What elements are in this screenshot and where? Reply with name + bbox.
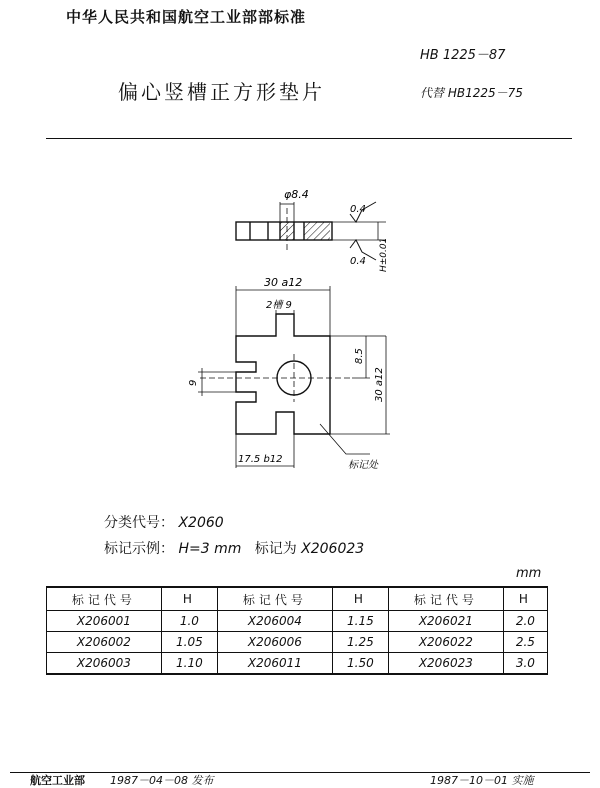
- table-cell: 1.15: [332, 611, 388, 632]
- slot-note: 2槽 9: [266, 300, 292, 311]
- marking-example-line: [104, 538, 364, 558]
- table-cell: X206004: [217, 611, 332, 632]
- example-value: H=3 mm: [178, 541, 242, 557]
- thickness-label: H±0.01: [379, 237, 389, 272]
- footer-issue-date: 1987－04－08 发布: [110, 774, 214, 787]
- table-cell: X206001: [47, 611, 162, 632]
- footer-issuer: 航空工业部: [30, 774, 85, 787]
- table-cell: X206002: [47, 632, 162, 653]
- classification-label: 分类代号：: [104, 515, 174, 531]
- page-title: 偏心竖槽正方形垫片: [118, 80, 325, 104]
- front-view: [198, 286, 390, 468]
- example-mark-label: 标记为: [254, 541, 297, 557]
- col-header: 标记代号: [217, 587, 332, 611]
- width-label: 30 a12: [264, 276, 303, 289]
- marking-table: [46, 586, 548, 675]
- table-cell: 2.0: [503, 611, 547, 632]
- offset-label: 8.5: [354, 348, 365, 364]
- example-label: 标记示例：: [104, 541, 174, 557]
- table-cell: 1.25: [332, 632, 388, 653]
- table-cell: X206021: [388, 611, 503, 632]
- table-cell: 1.50: [332, 653, 388, 675]
- table-cell: 1.05: [161, 632, 217, 653]
- table-cell: 1.0: [161, 611, 217, 632]
- col-header: 标记代号: [388, 587, 503, 611]
- header-divider: [46, 138, 572, 139]
- footer-implementation-date: 1987－10－01 实施: [430, 774, 534, 787]
- standard-code: HB 1225－87: [420, 48, 506, 63]
- marking-callout: 标记处: [348, 460, 378, 471]
- table-cell: X206011: [217, 653, 332, 675]
- col-header: H: [503, 587, 547, 611]
- table-cell: X206023: [388, 653, 503, 675]
- technical-drawing: [170, 178, 430, 478]
- roughness-bottom-label: 0.4: [350, 256, 366, 267]
- replaces-standard: 代替 HB1225－75: [420, 86, 523, 100]
- slot-width-label: 9: [188, 379, 199, 386]
- header-organization: 中华人民共和国航空工业部部标准: [66, 8, 307, 26]
- hole-diameter-label: φ8.4: [284, 188, 309, 201]
- col-header: H: [332, 587, 388, 611]
- table-row: [47, 632, 548, 653]
- height-label: 30 a12: [374, 367, 385, 402]
- roughness-top-label: 0.4: [350, 204, 366, 215]
- classification-line: [104, 512, 224, 532]
- table-cell: X206006: [217, 632, 332, 653]
- table-cell: 2.5: [503, 632, 547, 653]
- table-cell: X206003: [47, 653, 162, 675]
- table-unit: mm: [516, 566, 542, 581]
- table-cell: X206022: [388, 632, 503, 653]
- table-cell: 3.0: [503, 653, 547, 675]
- classification-code: X2060: [178, 515, 224, 531]
- col-header: H: [161, 587, 217, 611]
- example-mark-code: X206023: [301, 541, 365, 557]
- col-header: 标记代号: [47, 587, 162, 611]
- bottom-offset-label: 17.5 b12: [238, 454, 283, 465]
- table-header-row: [47, 587, 548, 611]
- table-cell: 1.10: [161, 653, 217, 675]
- table-row: [47, 611, 548, 632]
- table-row: [47, 653, 548, 675]
